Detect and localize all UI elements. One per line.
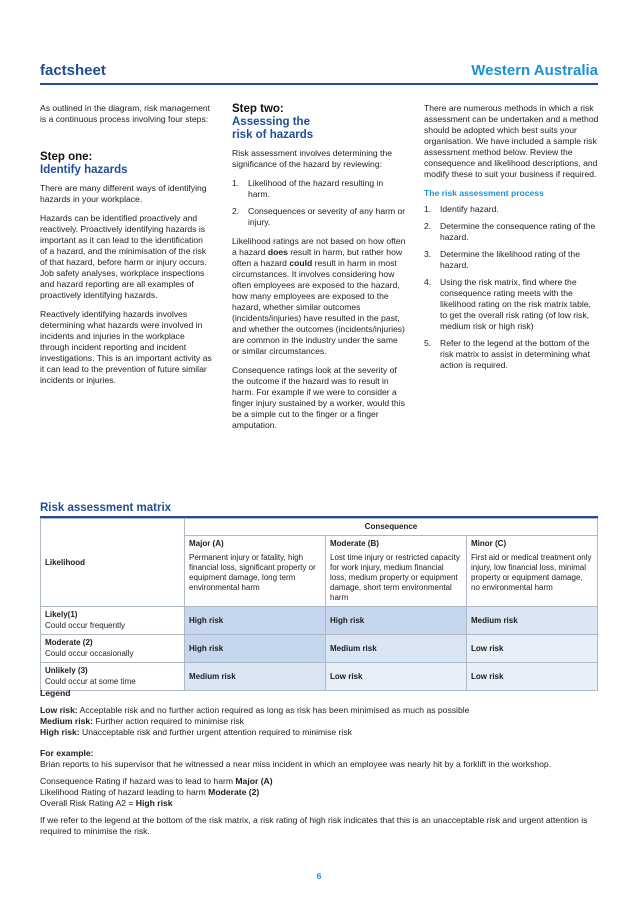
example-line-3: Overall Risk Rating A2 = High risk: [40, 798, 173, 808]
consequence-moderate: Moderate (B) Lost time injury or restricted capacity for work injury, medium financial loss, medium property or equipment damage, short term environmental harm: [326, 536, 467, 607]
example-title: For example:: [40, 748, 94, 758]
step-one-paragraph-3: Reactively identifying hazards involves determining what hazards were involved in incidents and injuries in the workplace through incident reporting and incident investigations. This is an important activity as it can lead to the prevention of future similar incidents or injuries.: [40, 309, 212, 385]
column-three: [424, 103, 600, 379]
example-line-2: Likelihood Rating of hazard leading to harm Moderate (2): [40, 787, 260, 797]
consequence-paragraph: Consequence ratings look at the severity of the outcome if the hazard was to result in harm. For example if we were to consider a finger injury sustained by a worker, would this be a simple cut to the finger or a finger amputation.: [232, 365, 405, 430]
risk-cell-a1: High risk: [185, 607, 326, 635]
list-item: 1. Likelihood of the hazard resulting in harm.: [232, 178, 384, 199]
header-divider: [40, 83, 598, 85]
table-row: [41, 663, 598, 691]
risk-cell-a3: Medium risk: [185, 663, 326, 691]
header-western-australia: Western Australia: [471, 62, 598, 79]
likelihood-unlikely: Unlikely (3) Could occur at some time: [41, 663, 185, 691]
page-header: [40, 62, 598, 84]
example-paragraph-2: If we refer to the legend at the bottom of the risk matrix, a risk rating of high risk indicates that this is an unacceptable risk and urgent attention is required to minimise the risk.: [40, 815, 588, 836]
list-item: 2. Determine the consequence rating of the hazard.: [424, 221, 596, 242]
likelihood-likely: Likely(1) Could occur frequently: [41, 607, 185, 635]
step-one-paragraph-1: There are many different ways of identifying hazards in your workplace.: [40, 183, 207, 204]
list-item: 4. Using the risk matrix, find where the consequence rating meets with the likelihood rating on the risk matrix table, to get the overall risk rating (of low risk, medium risk or high risk): [424, 277, 591, 331]
example-paragraph-1: Brian reports to his supervisor that he witnessed a near miss incident in which an employee was nearly hit by a forklift in the workshop.: [40, 759, 552, 769]
risk-cell-a2: High risk: [185, 635, 326, 663]
risk-cell-c2: Low risk: [467, 635, 598, 663]
legend-high: High risk: Unacceptable risk and further urgent attention required to minimise risk: [40, 727, 352, 737]
risk-cell-c1: Medium risk: [467, 607, 598, 635]
legend-title: Legend: [40, 688, 71, 698]
list-item: 5. Refer to the legend at the bottom of the risk matrix to assist in determining what action is required.: [424, 338, 590, 370]
legend-low: Low risk: Acceptable risk and no further action required as long as risk has been minimised as much as possible: [40, 705, 470, 715]
methods-paragraph: There are numerous methods in which a risk assessment can be undertaken and a method should be adopted which best suits your organisation. We have included a sample risk assessment method below. Review the consequence and likelihood descriptions, and modify these to suit your business if required.: [424, 103, 599, 179]
step-two-title-line-2: risk of hazards: [232, 129, 314, 141]
matrix-title: Risk assessment matrix: [40, 502, 172, 514]
header-factsheet: factsheet: [40, 62, 106, 79]
consequence-header: Consequence: [185, 519, 598, 536]
likelihood-header: Likelihood: [41, 519, 185, 607]
legend-medium: Medium risk: Further action required to minimise risk: [40, 716, 244, 726]
table-row: [41, 607, 598, 635]
legend-and-example: [40, 688, 598, 843]
review-list: [232, 178, 406, 228]
risk-cell-c3: Low risk: [467, 663, 598, 691]
process-title: The risk assessment process: [424, 188, 544, 198]
table-row: [41, 635, 598, 663]
risk-matrix-table: [40, 518, 598, 691]
consequence-minor: Minor (C) First aid or medical treatment only injury, low financial loss, minimal property or equipment damage, no environmental harm: [467, 536, 598, 607]
likelihood-paragraph: Likelihood ratings are not based on how often a hazard does result in harm, but rather how often a hazard could result in harm in most circumstances. It involves considering how often employees are exposed to the hazard, how many employees are exposed to the hazard, whether similar outcomes (incidents/injuries) have resulted in the past, and whether the outcomes (incidents/injuries) are common in the industry under the same or similar circumstances.: [232, 236, 406, 356]
risk-cell-b1: High risk: [326, 607, 467, 635]
step-one-paragraph-2: Hazards can be identified proactively and reactively. Proactively identifying hazards is important as it can lead to the identification of a hazard, and the minimisation of the risk of that hazard, before harm or injury occurs. Job safety analyses, workplace inspections and hazard reporting are all examples of proactively identifying hazards.: [40, 213, 207, 300]
process-steps: [424, 204, 600, 371]
intro-text: As outlined in the diagram, risk management is a continuous process involving four steps:: [40, 103, 211, 124]
page-number: 6: [316, 871, 322, 881]
column-two: [232, 103, 406, 439]
likelihood-moderate: Moderate (2) Could occur occasionally: [41, 635, 185, 663]
step-one-title: Identify hazards: [40, 164, 128, 176]
step-one-label: Step one:: [40, 151, 93, 163]
risk-cell-b3: Low risk: [326, 663, 467, 691]
risk-cell-b2: Medium risk: [326, 635, 467, 663]
step-two-title-line-1: Assessing the: [232, 116, 310, 128]
list-item: 1. Identify hazard.: [424, 204, 499, 214]
list-item: 3. Determine the likelihood rating of the hazard.: [424, 249, 580, 270]
column-one: [40, 103, 212, 394]
list-item: 2. Consequences or severity of any harm or injury.: [232, 206, 406, 227]
step-two-intro: Risk assessment involves determining the significance of the hazard by reviewing:: [232, 148, 393, 169]
consequence-major: Major (A) Permanent injury or fatality, high financial loss, significant property or equipment damage, long term environmental harm: [185, 536, 326, 607]
step-two-label: Step two:: [232, 103, 284, 115]
example-line-1: Consequence Rating if hazard was to lead to harm Major (A): [40, 776, 273, 786]
